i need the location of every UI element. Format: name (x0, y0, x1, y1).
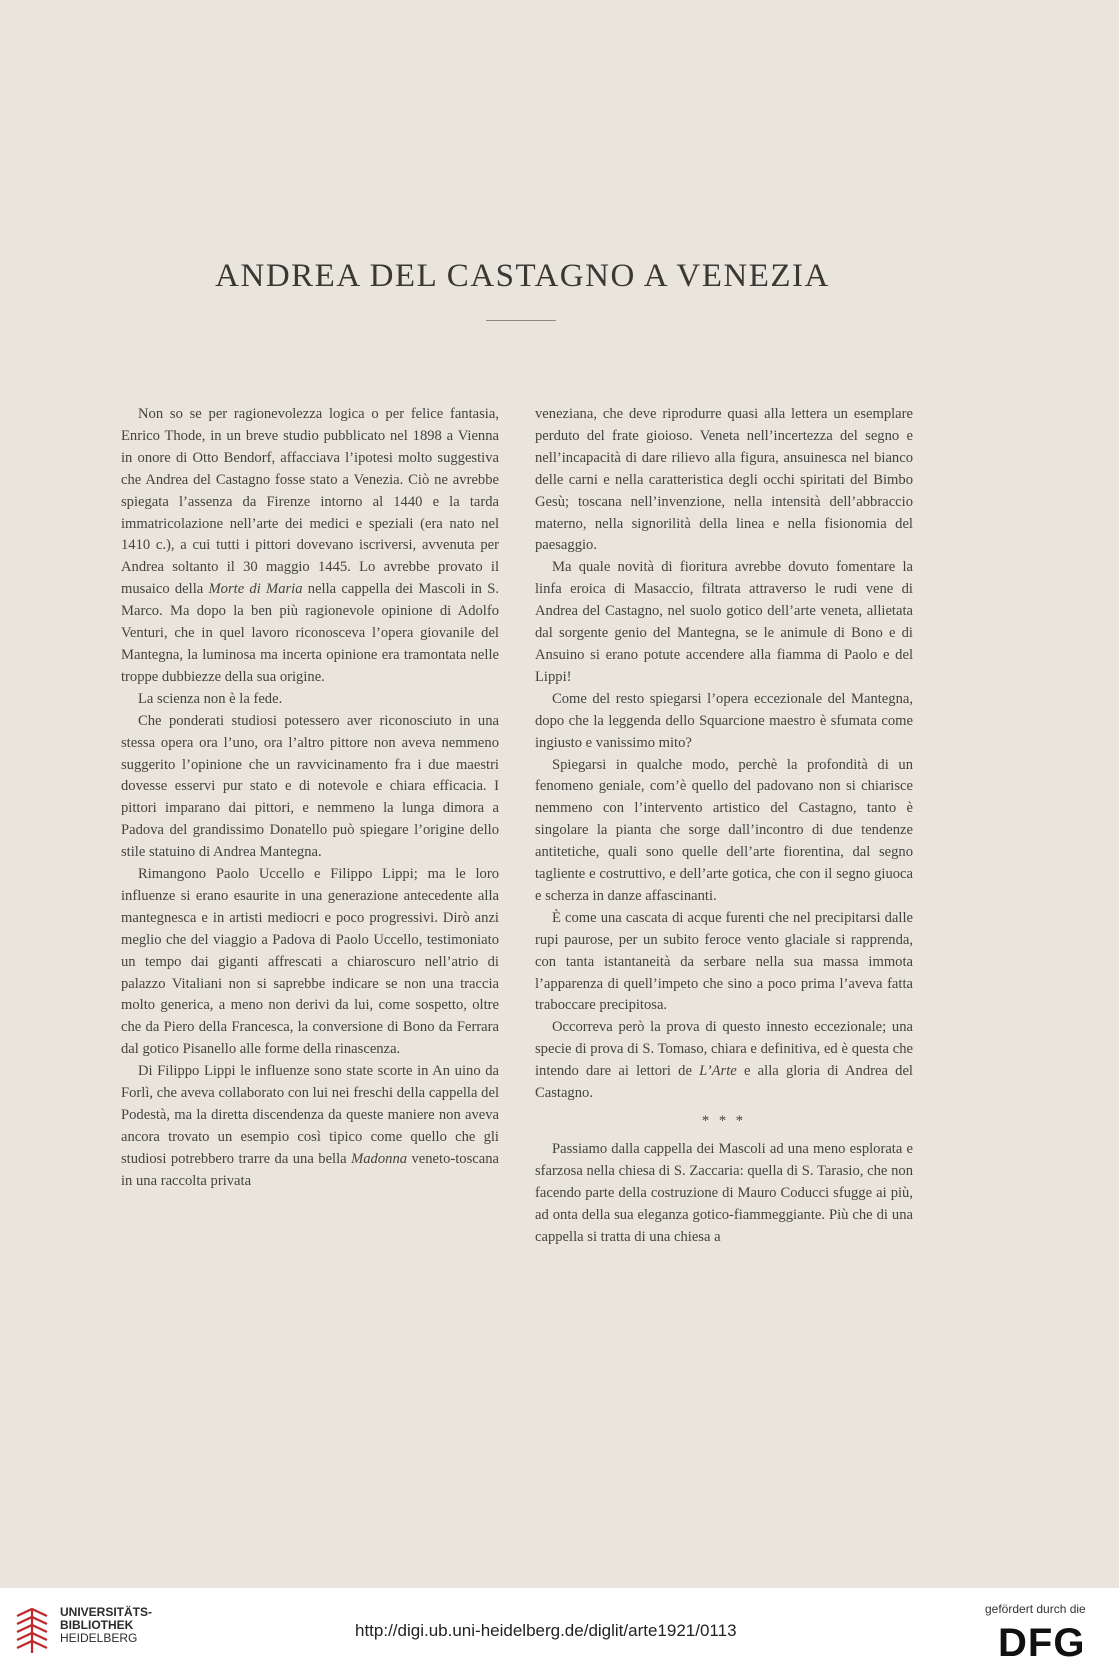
paragraph: Occorreva però la prova di questo innesto eccezionale; una specie di prova di S. Tomaso, chiara e definitiva, ed è questa che intendo dare ai lettori de L’Arte e alla gloria di Andrea del Castagno. (535, 1019, 913, 1102)
paragraph: Come del resto spiegarsi l’opera eccezionale del Mantegna, dopo che la leggenda dello Squarcione maestro è sfumata come ingiusto e vanissimo mito? (535, 690, 913, 751)
paragraph: Di Filippo Lippi le influenze sono state scorte in An uino da Forlì, che aveva collaborato con lui nei freschi della cappella del Podestà, ma la diretta discendenza da queste maniere non aveva ancora trovato un esempio così tipico come quello che gli studiosi potrebbero trarre da una bella Madonna veneto-toscana in una raccolta privata (121, 1063, 500, 1189)
paragraph: Passiamo dalla cappella dei Mascoli ad una meno esplorata e sfarzosa nella chiesa di S. Zaccaria: quella di S. Tarasio, che non facendo parte della costruzione di Mauro Coducci sfugge ai più, ad onta della sua eleganza gotico-fiammeggiante. Più che di una cappella si tratta di una chiesa a (535, 1140, 913, 1245)
paragraph: La scienza non è la fede. (138, 690, 283, 707)
paragraph: È come una cascata di acque furenti che nel precipitarsi dalle rupi paurose, per un subito feroce vento glaciale si rapprenda, con tanta istantaneità da serbare nella sua massa immota l’apparenza di quell’impeto che sino a poco prima l’aveva fatta traboccare precipitosa. (535, 909, 913, 1014)
section-break: * * * (701, 1113, 747, 1129)
library-name: UNIVERSITÄTS- BIBLIOTHEK HEIDELBERG (60, 1605, 153, 1645)
paragraph: Rimangono Paolo Uccello e Filippo Lippi; ma le loro influenze si erano esaurite in una generazione antecedente alla mantegnesca e in artisti mediocri e poco progressivi. Dirò anzi meglio che del viaggio a Padova di Paolo Uccello, testimoniato un tempo dai giganti affrescati a chiaroscuro nell’atrio di palazzo Vitaliani non si saprebbe indicare se non una traccia molto generica, a meno non derivi da lui, come sospetto, oltre che da Piero della Francesca, la conversione di Bono da Ferrara dal gotico Pisanello alle forme della rinascenza. (121, 866, 499, 1058)
paragraph: Ma quale novità di fioritura avrebbe dovuto fomentare la linfa eroica di Masaccio, filtrata attraverso le rudi vene di Andrea del Castagno, nel suolo gotico dell’arte veneta, allietata dal sorgente genio del Mantegna, se le animule di Bono e di Ansuino si erano potute accendere alla fiamma di Paolo e del Lippi! (535, 559, 913, 685)
right-column (535, 404, 913, 1248)
paragraph: Che ponderati studiosi potessero aver riconosciuto in una stessa opera ora l’uno, ora l’altro pittore non aveva nemmeno suggerito l’opinione che un ravvicinamento fra i due maestri dovesse esservi pur stato e di notevole e chiara efficacia. I pittori imparano dai pittori, e nemmeno la lunga dimora a Padova del grandissimo Donatello può spiegare l’origine dello stile statuino di Andrea Mantegna. (121, 712, 499, 861)
paragraph: veneziana, che deve riprodurre quasi alla lettera un esemplare perduto del frate gioioso. Veneta nell’incertezza del segno e nell’incapacità di dare rilievo alla figura, ansuinesca nel bianco delle carni e nella caratteristica degli occhi spiritati del Bimbo Gesù; toscana nell’invenzione, nella intensità dell’abbraccio materno, nella signorilità della linea e nella fisionomia del paesaggio. (535, 406, 913, 554)
paragraph: Spiegarsi in qualche modo, perchè la profondità di un fenomeno geniale, com’è quello del padovano non si chiarisce nemmeno con l’intervento artistico del Castagno, tanto è singolare la pianta che sorge dall’incontro di due tendenze antitetiche, quali sono quelle dell’arte fiorentina, dal segno tagliente e costruttivo, e dell’arte gotica, che con il segno giuoca e scherza in danze affascinanti. (535, 756, 913, 904)
left-column (121, 404, 499, 1193)
dfg-logo: DFG (998, 1621, 1086, 1665)
paragraph: Non so se per ragionevolezza logica o per felice fantasia, Enrico Thode, in un breve studio pubblicato nel 1898 a Vienna in onore di Otto Bendorf, affacciava l’ipotesi molto suggestiva che Andrea del Castagno fosse stato a Venezia. Ciò ne avrebbe spiegata l’assenza da Firenze intorno al 1440 e la tarda immatricolazione nell’arte dei medici e speziali (era nato nel 1410 c.), a cui tutti i pittori dovevano iscriversi, avvenuta per Andrea soltanto il 30 maggio 1445. Lo avrebbe provato il musaico della Morte di Maria nella cappella dei Mascoli in S. Marco. Ma dopo la ben più ragionevole opinione di Adolfo Venturi, che in quel lavoro riconosceva l’opera giovanile del Mantegna, la luminosa ma incerta opinione era tramontata nelle troppe dubbiezze della sua origine. (121, 406, 499, 685)
source-url-link[interactable]: http://digi.ub.uni-heidelberg.de/diglit/arte1921/0113 (355, 1621, 737, 1640)
footer-bar (0, 1588, 1119, 1673)
title-divider (486, 320, 556, 321)
funding-note: gefördert durch die (985, 1602, 1086, 1616)
article-title: ANDREA DEL CASTAGNO A VENEZIA (215, 258, 830, 294)
university-library-logo-icon (13, 1606, 51, 1656)
